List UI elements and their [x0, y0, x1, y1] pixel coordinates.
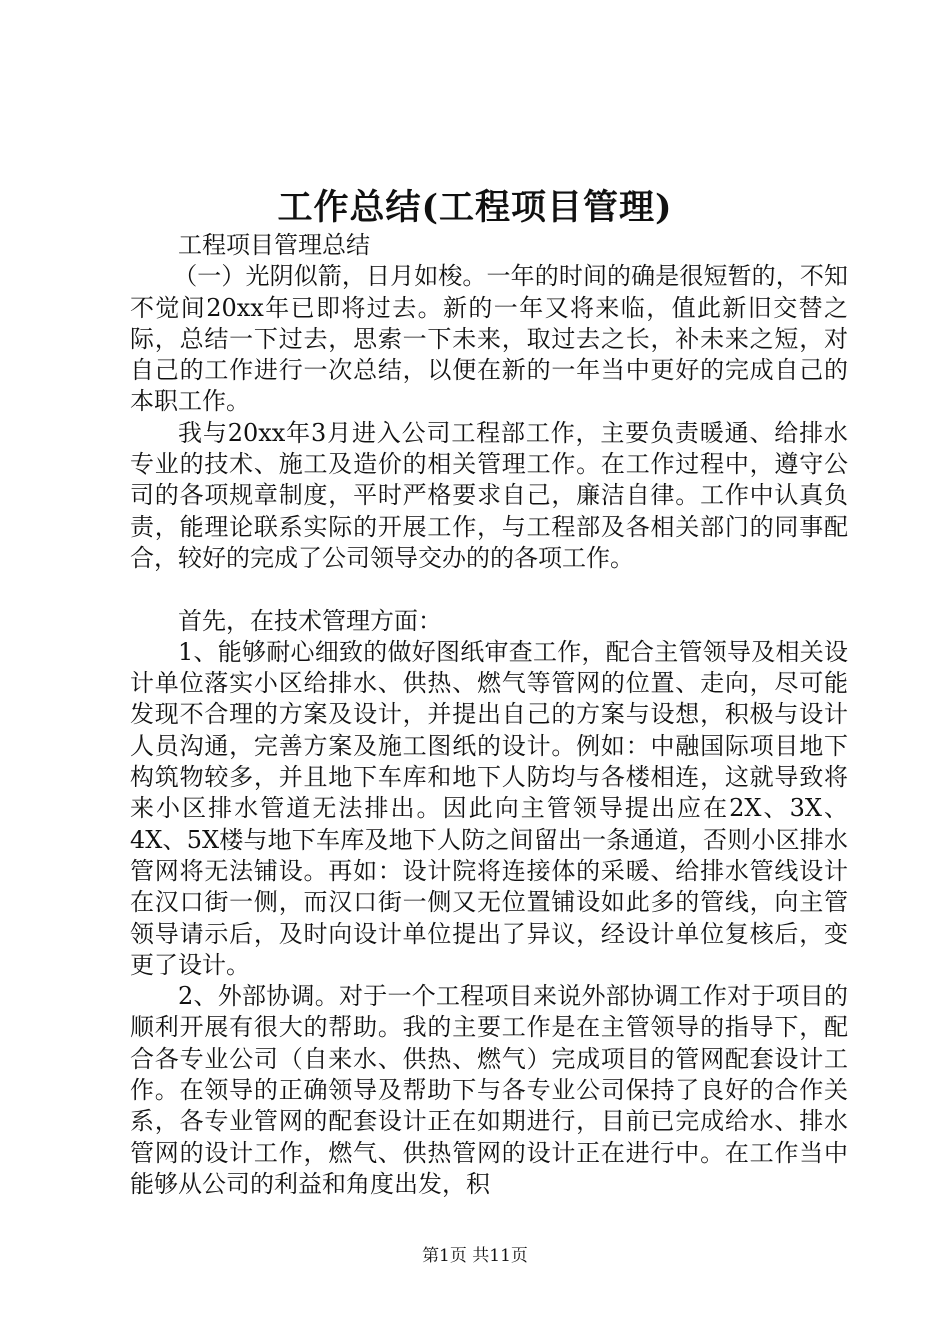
subtitle-paragraph: 工程项目管理总结 — [178, 231, 370, 259]
paragraph-item-2: 2、外部协调。对于一个工程项目来说外部协调工作对于项目的顺利开展有很大的帮助。我的主要工作是在主管领导的指导下，配合各专业公司（自来水、供热、燃气）完成项目的管网配套设计工作。在领导的正确领导及帮助下与各专业公司保持了良好的合作关系，各专业管网的配套设计正在如期进行，目前已完成给水、排水管网的设计工作，燃气、供热管网的设计正在进行中。在工作当中能够从公司的利益和角度出发，积 — [130, 982, 848, 1198]
document-title: 工作总结(工程项目管理) — [277, 187, 673, 228]
paragraph-item-1: 1、能够耐心细致的做好图纸审查工作，配合主管领导及相关设计单位落实小区给排水、供热、燃气等管网的位置、走向，尽可能发现不合理的方案及设计，并提出自己的方案与设想，积极与设计人员沟通，完善方案及施工图纸的设计。例如：中融国际项目地下构筑物较多，并且地下车库和地下人防均与各楼相连，这就导致将来小区排水管道无法排出。因此向主管领导提出应在2X、3X、4X、5X楼与地下车库及地下人防之间留出一条通道，否则小区排水管网将无法铺设。再如：设计院将连接体的采暖、给排水管线设计在汉口街一侧，而汉口街一侧又无位置铺设如此多的管线，向主管领导请示后，及时向设计单位提出了异议，经设计单位复核后，变更了设计。 — [130, 637, 848, 979]
blank-line — [130, 574, 848, 605]
paragraph-work-summary: 我与20xx年3月进入公司工程部工作，主要负责暖通、给排水专业的技术、施工及造价的相关管理工作。在工作过程中，遵守公司的各项规章制度，平时严格要求自己，廉洁自律。工作中认真负责，能理论联系实际的开展工作，与工程部及各相关部门的同事配合，较好的完成了公司领导交办的的各项工作。 — [130, 418, 848, 572]
document-body — [130, 230, 848, 1200]
paragraph-technical-heading: 首先，在技术管理方面： — [178, 606, 442, 635]
paragraph-intro: （一）光阴似箭，日月如梭。一年的时间的确是很短暂的，不知不觉间20xx年已即将过去。新的一年又将来临，值此新旧交替之际，总结一下过去，思索一下未来，取过去之长，补未来之短，对自己的工作进行一次总结，以便在新的一年当中更好的完成自己的本职工作。 — [130, 262, 848, 416]
page-footer: 第1页 共11页 — [422, 1246, 528, 1266]
